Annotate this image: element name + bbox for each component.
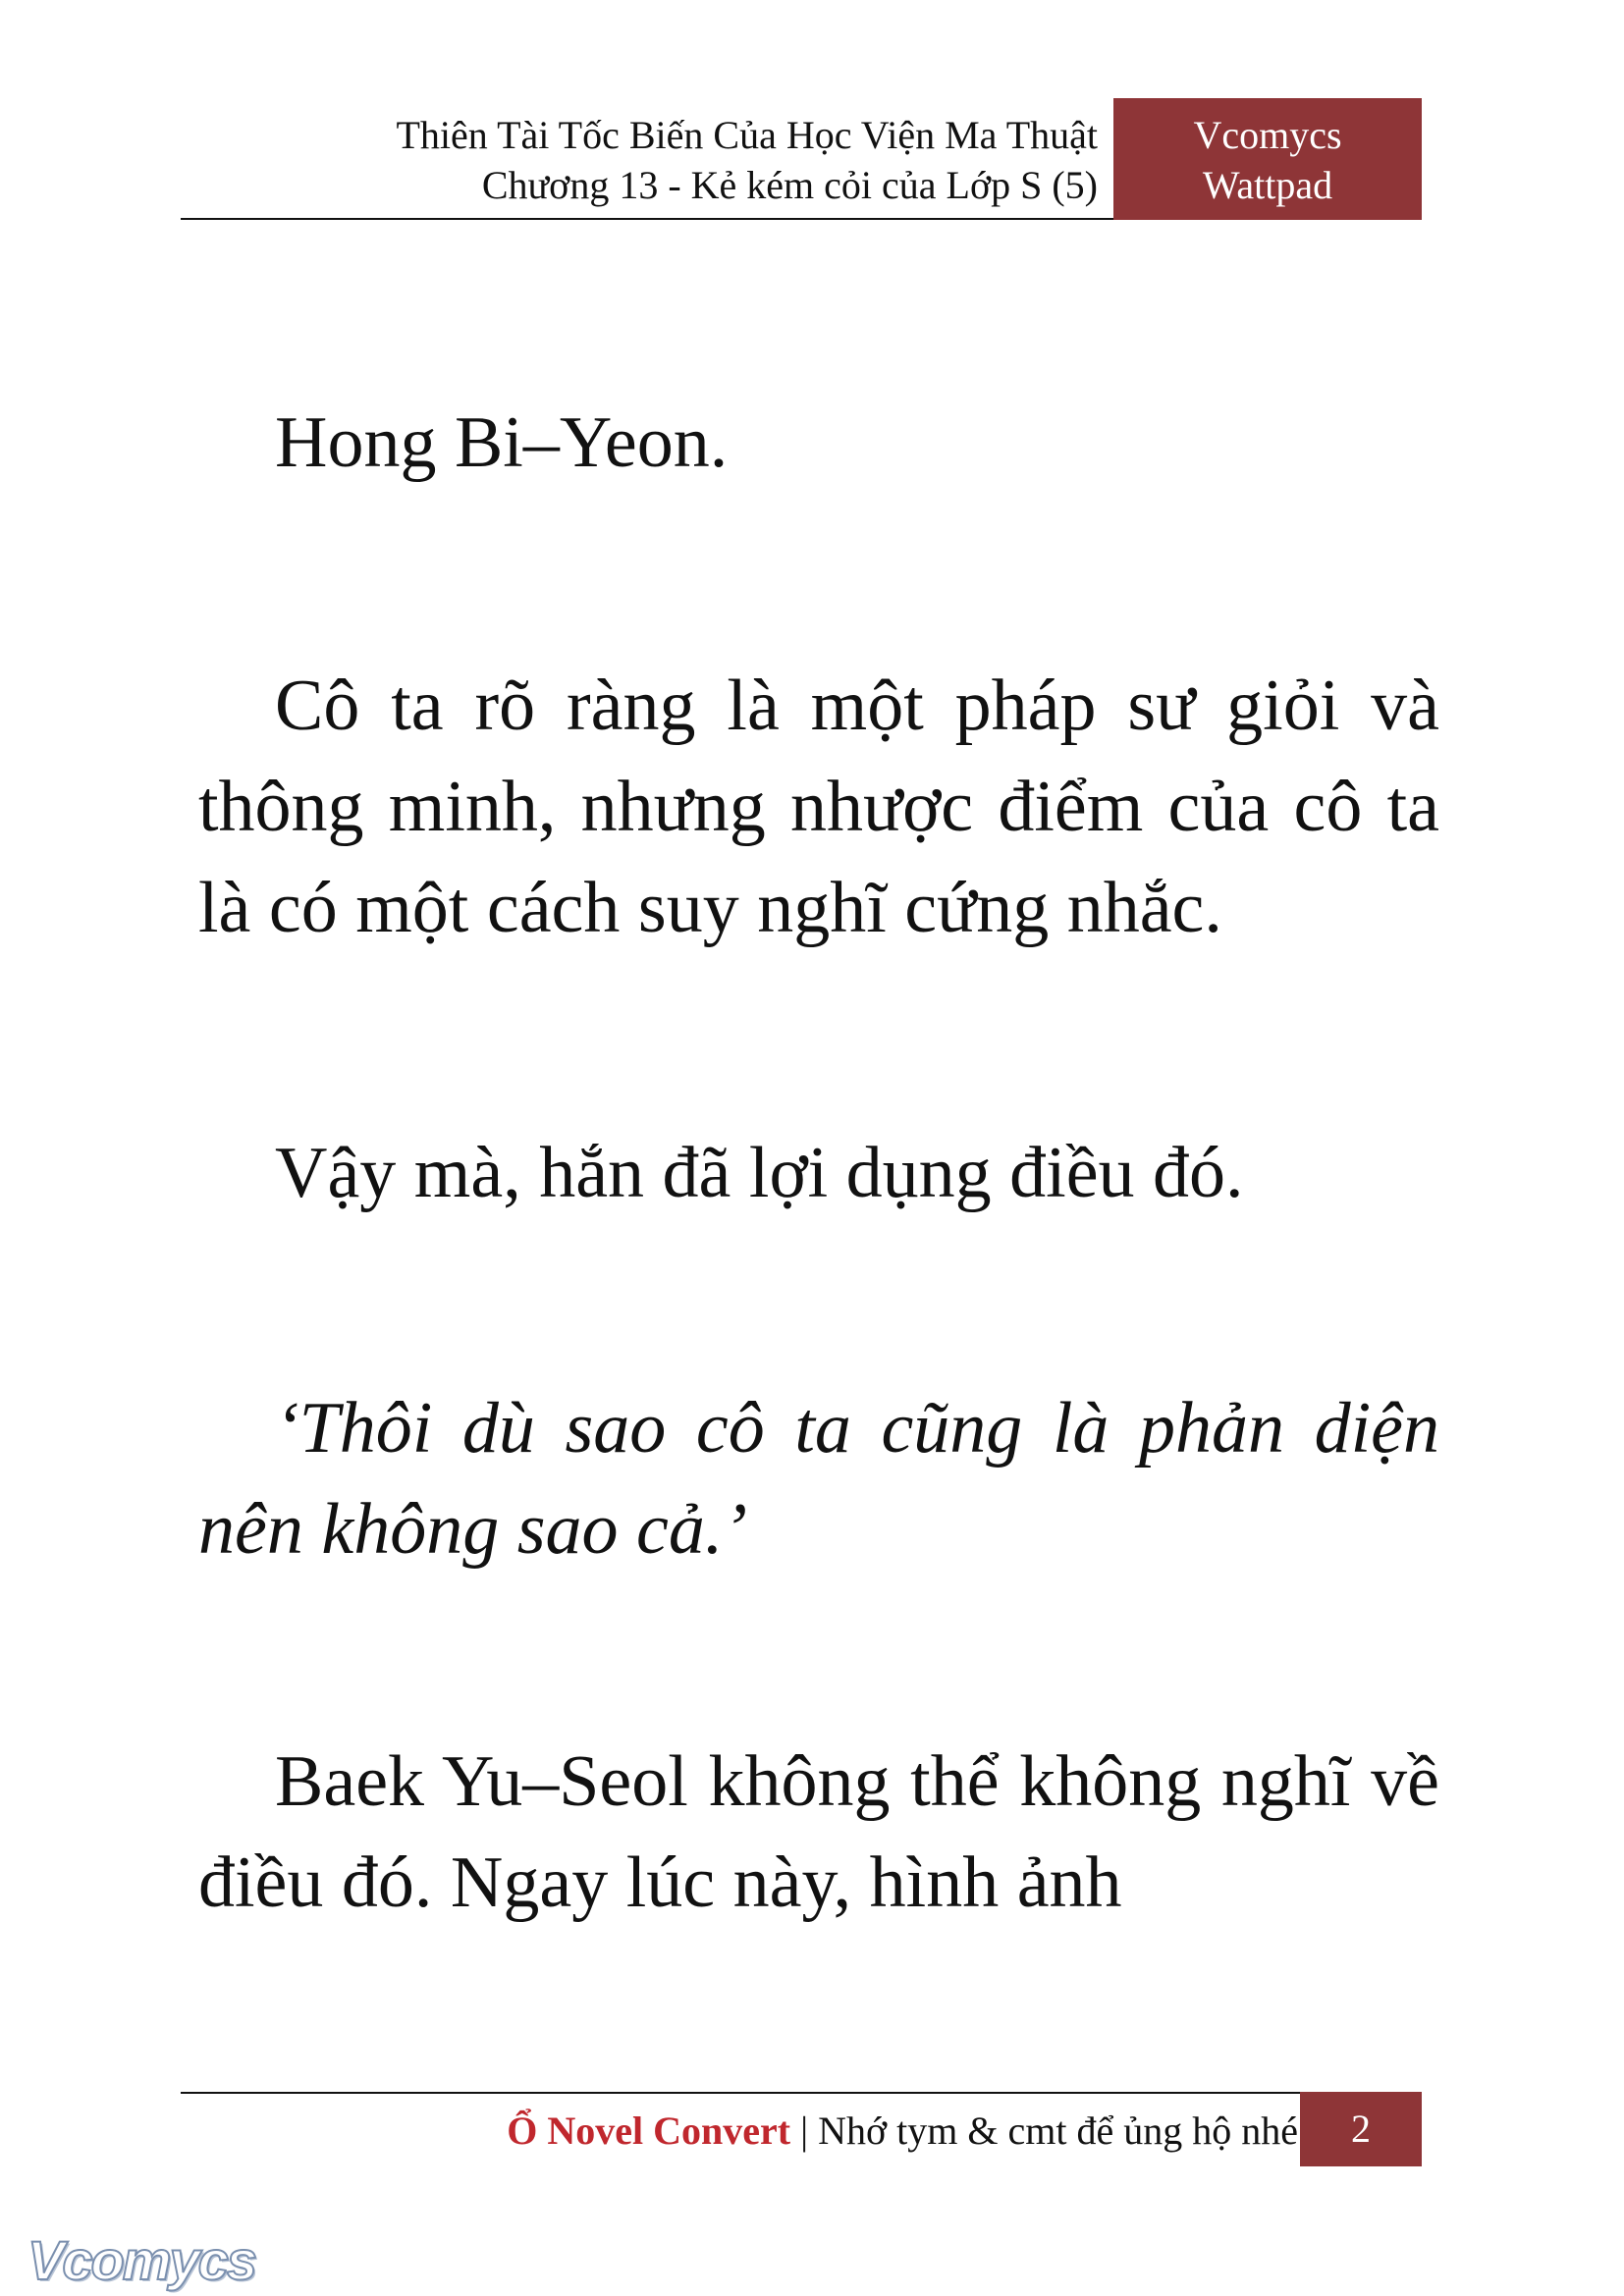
paragraph-2: Cô ta rõ ràng là một pháp sư giỏi và thông minh, nhưng nhược điểm của cô ta là có một cách suy nghĩ cứng nhắc.	[198, 666, 1439, 948]
footer-divider	[181, 2092, 1300, 2094]
header-titles	[397, 110, 1099, 210]
page-header	[181, 98, 1422, 220]
chapter-title: Chương 13 - Kẻ kém cỏi của Lớp S (5)	[481, 163, 1098, 207]
header-divider	[181, 218, 1113, 220]
footer-separator: |	[790, 2109, 819, 2153]
footer-text	[507, 2102, 1298, 2161]
book-title: Thiên Tài Tốc Biến Của Học Viện Ma Thuật	[396, 113, 1098, 157]
badge-line-1: Vcomycs	[1193, 113, 1342, 157]
footer-brand: Ổ Novel Convert	[507, 2109, 791, 2153]
page-footer	[181, 2092, 1422, 2166]
watermark-logo: Vcomycs	[27, 2229, 255, 2291]
paragraph-1: Hong Bi–Yeon.	[275, 402, 729, 483]
footer-message: Nhớ tym & cmt để ủng hộ nhé	[818, 2109, 1298, 2153]
source-badge	[1113, 98, 1422, 220]
paragraph-4-thought: ‘Thôi dù sao cô ta cũng là phản diện nên không sao cả.’	[198, 1388, 1439, 1570]
paragraph-5: Baek Yu–Seol không thể không nghĩ về điều đó. Ngay lúc này, hình ảnh	[198, 1741, 1439, 1923]
paragraph-3: Vậy mà, hắn đã lợi dụng điều đó.	[275, 1133, 1244, 1213]
badge-line-2: Wattpad	[1202, 163, 1333, 207]
page-number: 2	[1300, 2092, 1422, 2166]
